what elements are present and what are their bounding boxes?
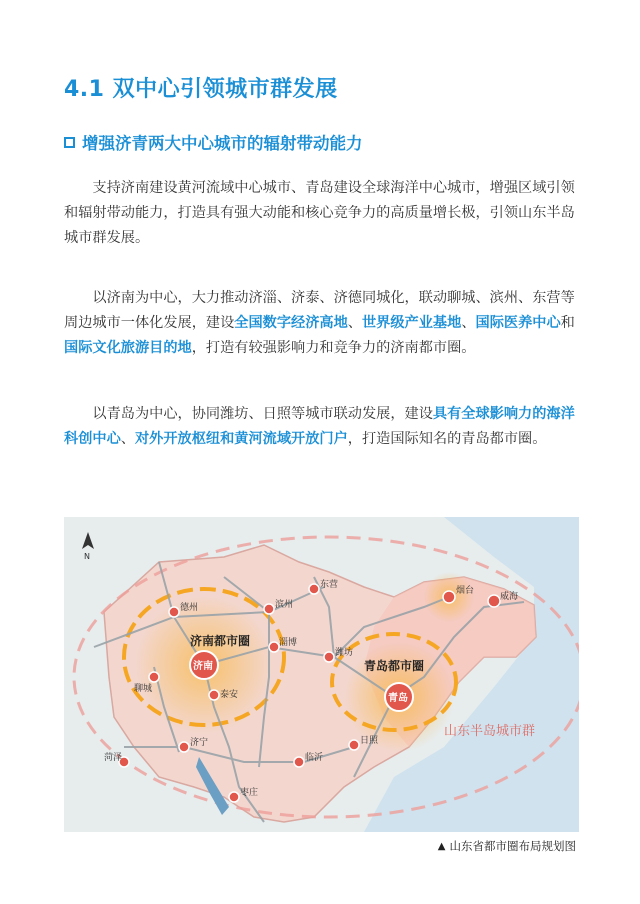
city-marker-zaozhuang: [229, 792, 239, 802]
p2-sep-1: 、: [347, 315, 362, 331]
section-heading: 双中心引领城市群发展: [112, 77, 338, 102]
city-marker-weifang: [324, 652, 334, 662]
p3-sep-1: 、: [120, 431, 135, 447]
taian-label: 泰安: [220, 690, 239, 700]
p3-text-b: ，打造国际知名的青岛都市圈。: [347, 431, 547, 447]
zaozhuang-label: 枣庄: [240, 788, 259, 798]
zibo-label: 淄博: [279, 638, 298, 648]
city-marker-binzhou: [264, 604, 274, 614]
paragraph-1: [64, 176, 584, 251]
city-marker-weihai: [488, 595, 500, 607]
paragraph-2: [64, 286, 584, 361]
qingdao-label: 青岛: [388, 693, 408, 704]
jinan-metro-label: 济南都市圈: [190, 634, 251, 648]
weihai-label: 威海: [500, 592, 519, 602]
p2-sep-3: 和: [560, 315, 575, 331]
dezhou-label: 德州: [180, 603, 199, 613]
p2-sep-2: 、: [461, 315, 476, 331]
heze-label: 菏泽: [104, 753, 123, 763]
binzhou-label: 滨州: [275, 600, 294, 610]
figure-caption: [438, 838, 576, 854]
rizhao-label: 日照: [360, 736, 379, 746]
north-label: N: [84, 552, 90, 561]
city-marker-liaocheng: [149, 672, 159, 682]
city-marker-jining: [179, 742, 189, 752]
city-marker-dongying: [309, 584, 319, 594]
paragraph-1-text: 支持济南建设黄河流域中心城市、青岛建设全球海洋中心城市，增强区域引领和辐射带动能力，打造具有强大动能和核心竞争力的高质量增长极，引领山东半岛城市群发展。: [64, 180, 575, 246]
section-title: [64, 72, 338, 103]
p3-highlight-1: 具有全球影响力的海洋科创中心: [64, 406, 575, 447]
weifang-label: 潍坊: [335, 648, 354, 658]
jining-label: 济宁: [190, 738, 209, 748]
p2-text-a: 以济南为中心，大力推动济淄、济泰、济德同城化，联动聊城、滨州、东营等周边城市一体化发展，建设: [64, 290, 575, 331]
section-number: 4.1: [64, 77, 105, 102]
caption-text: 山东省都市圈布局规划图: [449, 839, 576, 853]
p2-text-b: ，打造有较强影响力和竞争力的济南都市圈。: [191, 340, 476, 356]
p3-text-a: 以青岛为中心，协同潍坊、日照等城市联动发展，建设: [92, 406, 433, 422]
p2-highlight-2: 世界级产业基地: [361, 315, 462, 331]
dongying-label: 东营: [320, 580, 339, 590]
liaocheng-label: 聊城: [134, 684, 153, 694]
paragraph-3: [64, 402, 584, 452]
p3-highlight-2: 对外开放枢纽和黄河流域开放门户: [134, 431, 348, 447]
city-marker-taian: [209, 690, 219, 700]
p2-highlight-3: 国际医养中心: [475, 315, 561, 331]
subsection-heading: 增强济青两大中心城市的辐射带动能力: [82, 134, 363, 153]
city-marker-yantai: [443, 591, 455, 603]
city-marker-linyi: [294, 757, 304, 767]
metropolitan-map: [64, 517, 579, 832]
qingdao-metro-label: 青岛都市圈: [364, 659, 425, 673]
p2-highlight-4: 国际文化旅游目的地: [64, 340, 192, 356]
checkbox-square-icon: [64, 137, 75, 148]
jinan-label: 济南: [193, 661, 213, 672]
p2-highlight-1: 全国数字经济高地: [234, 315, 348, 331]
city-marker-rizhao: [349, 740, 359, 750]
peninsula-group-label: 山东半岛城市群: [444, 724, 536, 739]
city-marker-zibo: [269, 642, 279, 652]
triangle-marker-icon: ▲: [437, 840, 446, 852]
subsection-title: [64, 130, 363, 154]
linyi-label: 临沂: [305, 753, 324, 763]
yantai-label: 烟台: [456, 586, 475, 596]
city-marker-dezhou: [169, 607, 179, 617]
